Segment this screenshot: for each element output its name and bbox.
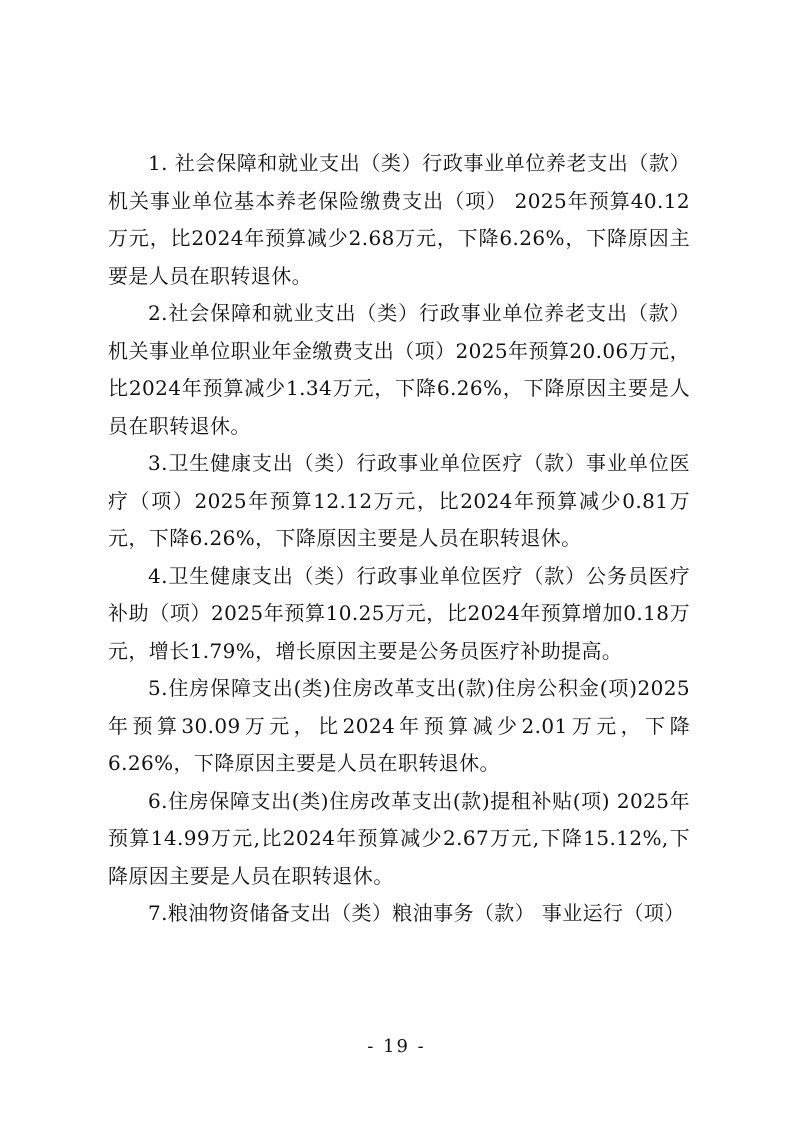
paragraph-1: 1. 社会保障和就业支出（类）行政事业单位养老支出（款）机关事业单位基本养老保险缴费支出（项） 2025年预算40.12万元，比2024年预算减少2.68万元，下降6.26%，下降原因主要是人员在职转退休。 (108, 151, 690, 288)
body-text (108, 145, 690, 933)
paragraph-4: 4.卫生健康支出（类）行政事业单位医疗（款）公务员医疗补助（项）2025年预算10.25万元，比2024年预算增加0.18万元，增长1.79%，增长原因主要是公务员医疗补助提高。 (108, 563, 690, 663)
paragraph-5: 5.住房保障支出(类)住房改革支出(款)住房公积金(项)2025年预算30.09万元，比2024年预算减少2.01万元，下降6.26%，下降原因主要是人员在职转退休。 (108, 676, 690, 775)
paragraph-7: 7.粮油物资储备支出（类）粮油事务（款） 事业运行（项） (148, 901, 685, 925)
paragraph-3: 3.卫生健康支出（类）行政事业单位医疗（款）事业单位医疗（项）2025年预算12.12万元，比2024年预算减少0.81万元，下降6.26%，下降原因主要是人员在职转退休。 (108, 451, 690, 550)
paragraph-2: 2.社会保障和就业支出（类）行政事业单位养老支出（款）机关事业单位职业年金缴费支出（项）2025年预算20.06万元，比2024年预算减少1.34万元，下降6.26%，下降原因主要是人员在职转退休。 (108, 301, 690, 438)
paragraph-6: 6.住房保障支出(类)住房改革支出(款)提租补贴(项) 2025年预算14.99万元,比2024年预算减少2.67万元,下降15.12%,下降原因主要是人员在职转退休。 (108, 788, 690, 888)
page-number: - 19 - (367, 1036, 426, 1057)
